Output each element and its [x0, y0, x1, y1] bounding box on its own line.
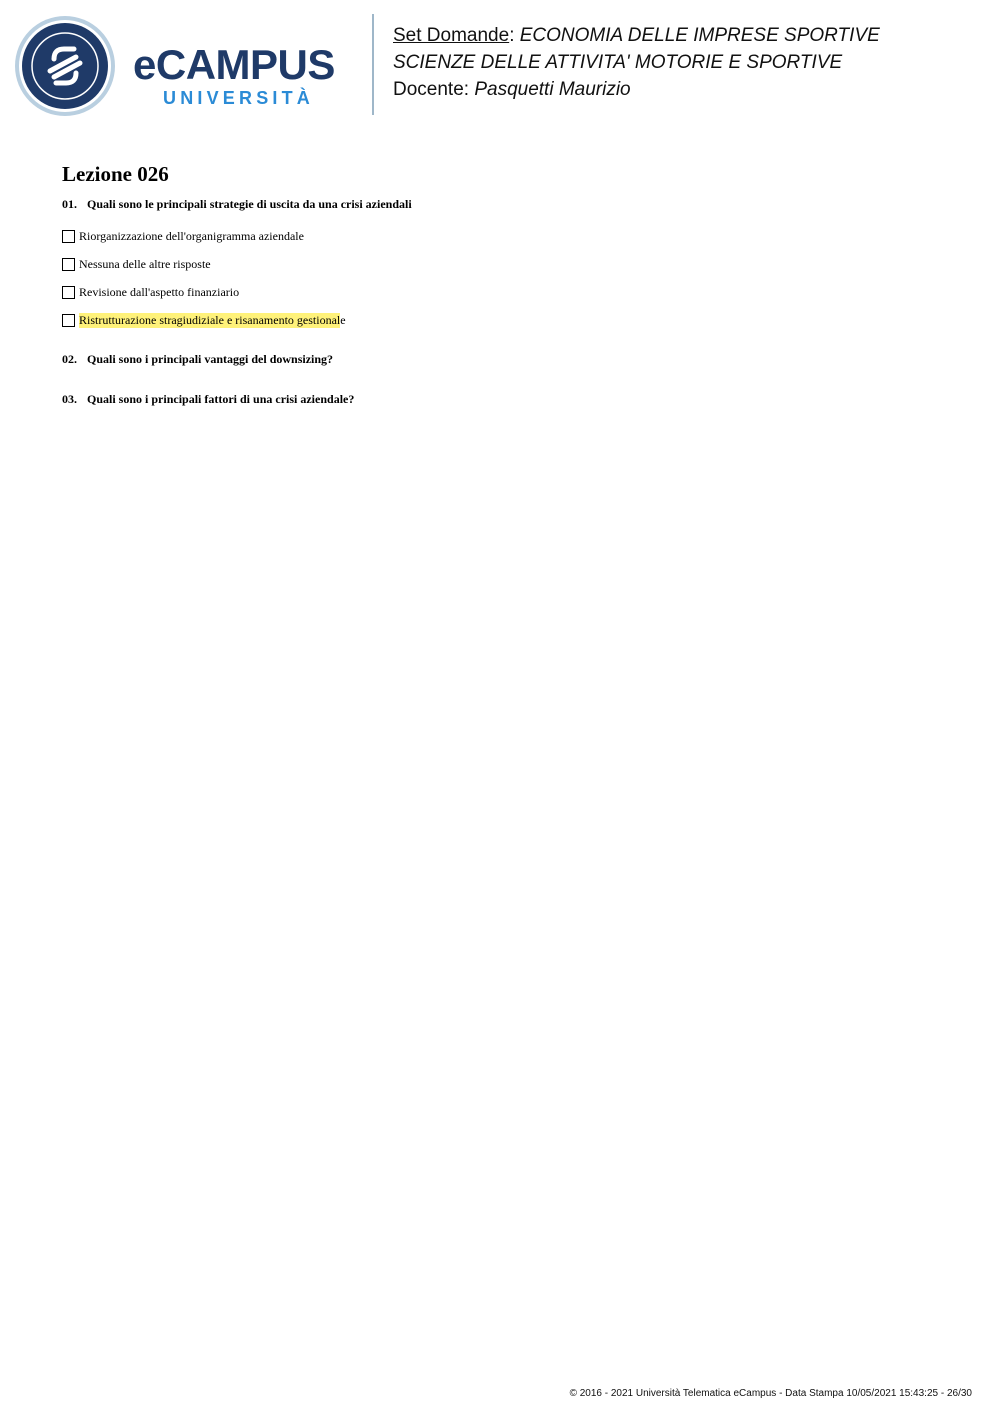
answer-text: Nessuna delle altre risposte	[79, 256, 211, 271]
set-title-line2: SCIENZE DELLE ATTIVITA' MOTORIE E SPORTIVE	[393, 52, 843, 73]
universita-wordmark: UNIVERSITÀ	[163, 88, 315, 108]
answer-checkbox[interactable]	[62, 286, 75, 299]
teacher-name: Pasquetti Maurizio	[474, 79, 631, 100]
answer-text: Riorganizzazione dell'organigramma aziendale	[79, 228, 304, 243]
question-number: 01.	[62, 197, 77, 211]
question-03	[62, 391, 942, 407]
question-02	[62, 351, 942, 367]
question-number: 03.	[62, 392, 77, 406]
answer-checkbox[interactable]	[62, 314, 75, 327]
lesson-content	[62, 160, 942, 407]
answer-option[interactable]	[62, 222, 942, 250]
teacher-label: Docente:	[393, 79, 470, 100]
teacher-line	[393, 76, 880, 103]
answer-checkbox[interactable]	[62, 258, 75, 271]
set-line	[393, 22, 880, 49]
answer-text: Revisione dall'aspetto finanziario	[79, 284, 240, 299]
page-header	[0, 0, 1000, 130]
question-01	[62, 196, 942, 212]
answer-checkbox[interactable]	[62, 230, 75, 243]
answer-text-highlighted: Ristrutturazione stragiudiziale e risanamento gestional	[79, 312, 341, 327]
set-label: Set Domande	[393, 25, 510, 46]
answer-text-rest: e	[340, 312, 346, 327]
question-text: Quali sono i principali fattori di una crisi aziendale?	[87, 392, 355, 406]
answer-option[interactable]	[62, 278, 942, 306]
answer-option[interactable]	[62, 250, 942, 278]
question-text: Quali sono i principali vantaggi del downsizing?	[87, 352, 334, 366]
question-text: Quali sono le principali strategie di uscita da una crisi aziendali	[87, 197, 412, 211]
answer-list	[62, 222, 942, 334]
page-footer: © 2016 - 2021 Università Telematica eCampus - Data Stampa 10/05/2021 15:43:25 - 26/30	[569, 1388, 972, 1399]
lesson-title: Lezione 026	[62, 162, 169, 186]
question-number: 02.	[62, 352, 77, 366]
answer-option-highlighted[interactable]	[62, 306, 942, 334]
ecampus-seal-logo	[14, 15, 116, 117]
header-divider	[372, 14, 374, 115]
ecampus-wordmark: eCAMPUS	[133, 41, 335, 88]
set-title-line1: ECONOMIA DELLE IMPRESE SPORTIVE	[519, 25, 880, 46]
set-separator: :	[509, 25, 515, 46]
course-info	[393, 22, 880, 103]
